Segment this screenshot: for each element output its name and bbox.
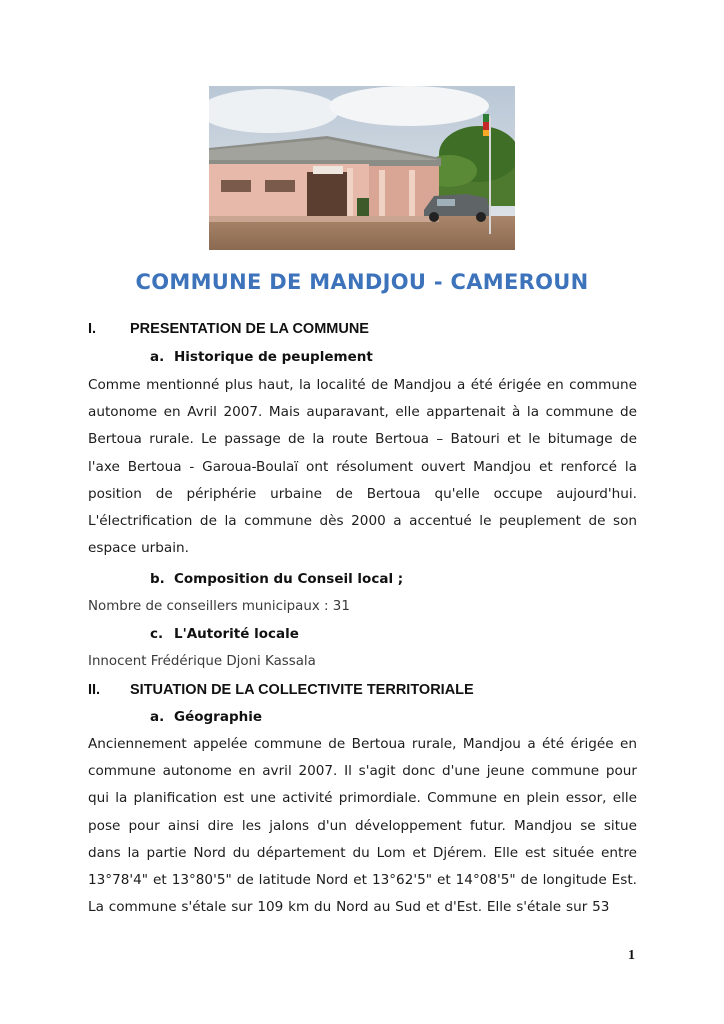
subsection-1c-heading <box>150 626 299 642</box>
section-1-number: I. <box>88 321 97 337</box>
subsection-1a-title: Historique de peuplement <box>174 349 373 365</box>
town-hall-photo <box>209 86 515 250</box>
section-1-heading <box>88 321 369 337</box>
subsection-1b-heading <box>150 571 403 587</box>
document-title: COMMUNE DE MANDJOU - CAMEROUN <box>135 270 589 294</box>
subsection-1b-letter: b. <box>150 571 165 587</box>
subsection-1a-heading <box>150 349 373 365</box>
section-2-heading <box>88 682 474 698</box>
subsection-1a-letter: a. <box>150 349 165 365</box>
subsection-1c-letter: c. <box>150 626 164 642</box>
conseillers-count-text: Nombre de conseillers municipaux : 31 <box>88 599 350 614</box>
subsection-2a-heading <box>150 709 262 725</box>
section-2-title: SITUATION DE LA COLLECTIVITE TERRITORIALE <box>130 682 474 698</box>
subsection-2a-title: Géographie <box>174 709 263 725</box>
subsection-1c-title: L'Autorité locale <box>174 626 299 642</box>
page-number: 1 <box>628 948 635 963</box>
subsection-1b-title: Composition du Conseil local ; <box>174 571 404 587</box>
section-2-number: II. <box>88 682 101 698</box>
historique-paragraph: Comme mentionné plus haut, la localité de Mandjou a été érigée en commune autonome en Avril 2007. Mais auparavant, elle appartenait à la commune de Bertoua rurale. Le passage de la route Bertoua – Batouri et le bitumage de l'axe Bertoua - Garoua-Boulaï ont résolument ouvert Mandjou et renforcé la position de périphérie urbaine de Bertoua qu'elle occupe aujourd'hui. L'électrification de la commune dès 2000 a accentué le peuplement de son espace urbain. <box>88 377 637 557</box>
subsection-2a-letter: a. <box>150 709 165 725</box>
autorite-name-text: Innocent Frédérique Djoni Kassala <box>88 654 316 669</box>
geographie-paragraph: Anciennement appelée commune de Bertoua rurale, Mandjou a été érigée en commune autonome en avril 2007. Il s'agit donc d'une jeune commune pour qui la planification est une activité primordiale. Commune en plein essor, elle pose pour ainsi dire les jalons d'un développement futur. Mandjou se situe dans la partie Nord du département du Lom et Djérem. Elle est située entre 13°78'4" et 13°80'5" de latitude Nord et 13°62'5" et 14°08'5" de longitude Est. La commune s'étale sur 109 km du Nord au Sud et d'Est. Elle s'étale sur 53 <box>88 736 637 916</box>
section-1-title: PRESENTATION DE LA COMMUNE <box>130 321 369 337</box>
